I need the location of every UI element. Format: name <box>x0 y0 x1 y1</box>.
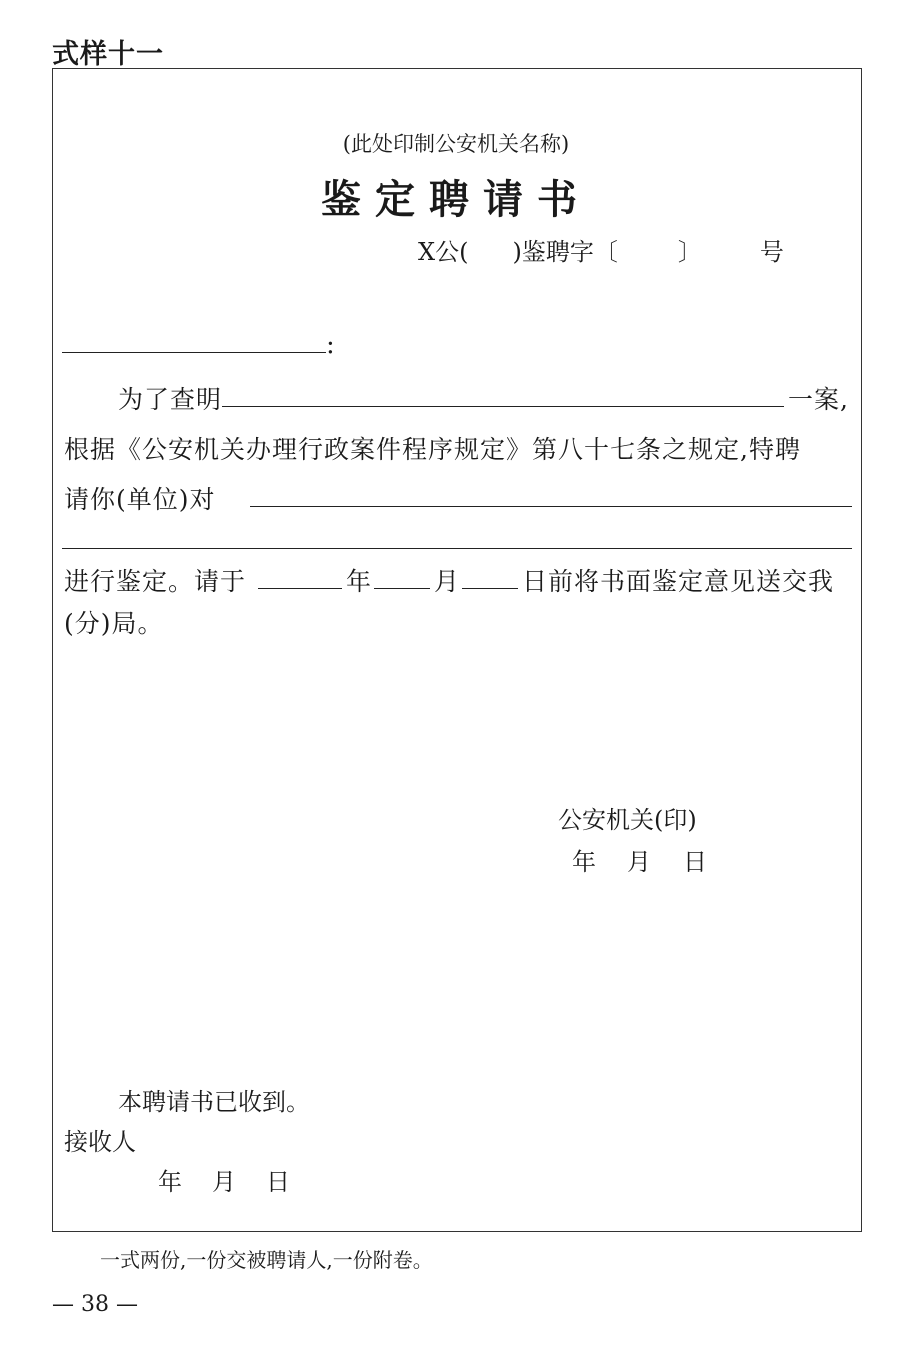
receipt-confirmation: 本聘请书已收到。 <box>118 1088 310 1116</box>
doc-number-prefix: X公( <box>418 238 469 266</box>
signature-year: 年 <box>572 848 596 876</box>
appraisal-subject-blank-2 <box>62 548 852 549</box>
addressee-colon: : <box>326 330 335 360</box>
receipt-day: 日 <box>266 1168 290 1196</box>
bureau-text: (分)局。 <box>64 609 164 638</box>
case-suffix-text: 一案, <box>788 385 849 414</box>
deadline-month-label: 月 <box>434 567 461 596</box>
signature-month: 月 <box>627 848 651 876</box>
receipt-year: 年 <box>158 1168 182 1196</box>
doc-number-bracket-close: 〕 <box>677 238 702 266</box>
document-title: 鉴定聘请书 <box>321 176 591 223</box>
deadline-text: 进行鉴定。请于 <box>64 567 247 596</box>
request-text: 请你(单位)对 <box>64 485 216 514</box>
case-name-blank <box>222 406 784 407</box>
receipt-month: 月 <box>212 1168 236 1196</box>
deadline-day-blank <box>462 588 518 589</box>
signature-day: 日 <box>683 848 707 876</box>
deadline-month-blank <box>374 588 430 589</box>
page-number: — 38 — <box>52 1292 138 1317</box>
agency-name-placeholder: (此处印制公安机关名称) <box>342 132 570 156</box>
deadline-day-text: 日前将书面鉴定意见送交我 <box>522 567 835 596</box>
legal-basis-text: 根据《公安机关办理行政案件程序规定》第八十七条之规定,特聘 <box>64 435 801 464</box>
copies-note: 一式两份,一份交被聘请人,一份附卷。 <box>100 1248 433 1272</box>
doc-number-middle: )鉴聘字〔 <box>512 238 618 266</box>
addressee-blank <box>62 352 326 353</box>
appraisal-subject-blank <box>250 506 852 507</box>
form-label: 式样十一 <box>52 39 164 70</box>
deadline-year-blank <box>258 588 342 589</box>
document-number <box>418 232 784 267</box>
receiver-label: 接收人 <box>64 1128 136 1156</box>
agency-seal-label: 公安机关(印) <box>558 806 697 834</box>
doc-number-suffix: 号 <box>759 238 784 266</box>
deadline-year-label: 年 <box>346 567 373 596</box>
case-intro-text: 为了查明 <box>118 385 223 414</box>
